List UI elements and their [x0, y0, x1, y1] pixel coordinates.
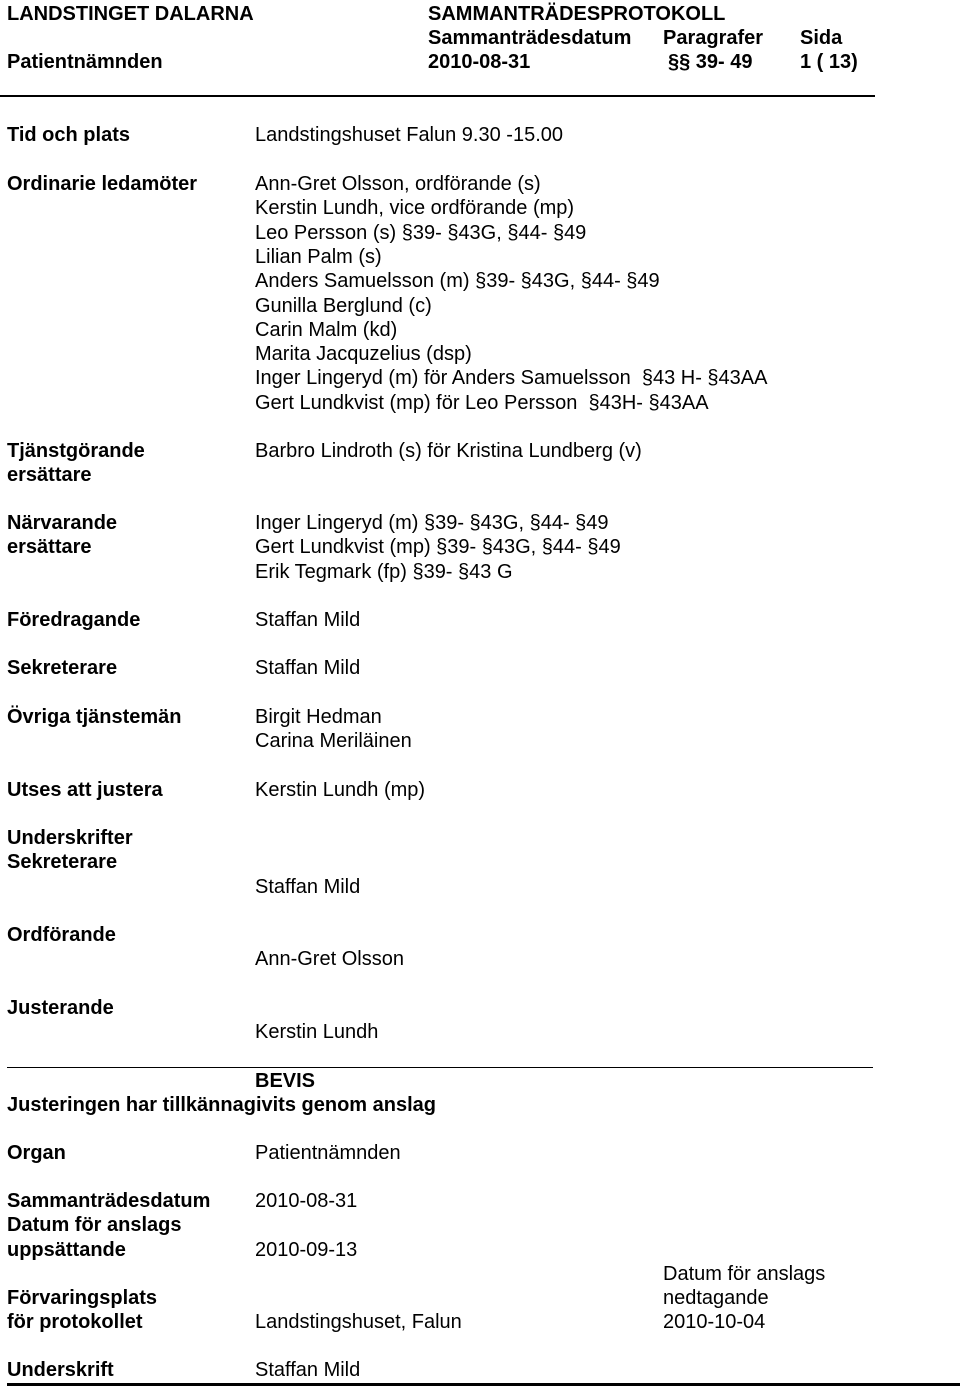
present-substitutes-label: ersättare	[7, 536, 92, 558]
presenter-label: Föredragande	[7, 609, 141, 631]
member-line: Gert Lundkvist (mp) för Leo Persson §43H- §43AA	[255, 392, 709, 414]
member-line: Anders Samuelsson (m) §39- §43G, §44- §49	[255, 270, 660, 292]
storage-value: Landstingshuset, Falun	[255, 1311, 462, 1333]
secretary-name: Staffan Mild	[255, 657, 361, 679]
signature-chair-label: Ordförande	[7, 924, 116, 946]
footer-divider	[7, 1383, 960, 1386]
members-label: Ordinarie ledamöter	[7, 173, 198, 195]
meeting-date-label: Sammanträdesdatum	[7, 1190, 211, 1212]
official-name: Carina Meriläinen	[255, 730, 412, 752]
acting-substitute-line: Barbro Lindroth (s) för Kristina Lundberg (v)	[255, 440, 642, 462]
signature-adjuster-label: Justerande	[7, 997, 114, 1019]
signatures-heading: Underskrifter	[7, 827, 133, 849]
storage-label: för protokollet	[7, 1311, 143, 1333]
posted-date-label: Datum för anslags	[7, 1214, 182, 1236]
storage-label: Förvaringsplats	[7, 1287, 158, 1309]
header-page-number: 1 ( 13)	[800, 51, 858, 73]
adjuster-name: Kerstin Lundh (mp)	[255, 779, 426, 801]
removed-date-label: Datum för anslags	[663, 1263, 826, 1285]
signature-value: Staffan Mild	[255, 1359, 361, 1381]
member-line: Ann-Gret Olsson, ordförande (s)	[255, 173, 541, 195]
member-line: Kerstin Lundh, vice ordförande (mp)	[255, 197, 575, 219]
member-line: Carin Malm (kd)	[255, 319, 398, 341]
presenter-name: Staffan Mild	[255, 609, 361, 631]
secretary-label: Sekreterare	[7, 657, 118, 679]
signature-label: Underskrift	[7, 1359, 114, 1381]
meeting-date-value: 2010-08-31	[255, 1190, 358, 1212]
signature-secretary-label: Sekreterare	[7, 851, 118, 873]
time-place-value: Landstingshuset Falun 9.30 -15.00	[255, 124, 563, 146]
posted-date-label: uppsättande	[7, 1239, 126, 1261]
header-date-label: Sammanträdesdatum	[428, 27, 632, 49]
certificate-statement: Justeringen har tillkännagivits genom anslag	[7, 1094, 436, 1116]
signature-adjuster-name: Kerstin Lundh	[255, 1021, 379, 1043]
acting-substitutes-label: Tjänstgörande	[7, 440, 145, 462]
header-divider	[0, 95, 875, 97]
member-line: Gunilla Berglund (c)	[255, 295, 432, 317]
certificate-title: BEVIS	[255, 1070, 316, 1092]
member-line: Lilian Palm (s)	[255, 246, 382, 268]
member-line: Inger Lingeryd (m) för Anders Samuelsson §43 H- §43AA	[255, 367, 768, 389]
present-substitute-line: Gert Lundkvist (mp) §39- §43G, §44- §49	[255, 536, 621, 558]
signature-secretary-name: Staffan Mild	[255, 876, 361, 898]
document-type: SAMMANTRÄDESPROTOKOLL	[428, 3, 726, 25]
header-page-label: Sida	[800, 27, 843, 49]
header-paragraphs: §§ 39- 49	[668, 51, 753, 73]
time-place-label: Tid och plats	[7, 124, 130, 146]
removed-date-label: nedtagande	[663, 1287, 769, 1309]
header-date: 2010-08-31	[428, 51, 531, 73]
organ-label: Organ	[7, 1142, 66, 1164]
present-substitute-line: Inger Lingeryd (m) §39- §43G, §44- §49	[255, 512, 609, 534]
removed-date-value: 2010-10-04	[663, 1311, 766, 1333]
present-substitute-line: Erik Tegmark (fp) §39- §43 G	[255, 561, 513, 583]
member-line: Marita Jacquzelius (dsp)	[255, 343, 472, 365]
header-paragraphs-label: Paragrafer	[663, 27, 764, 49]
organ-value: Patientnämnden	[255, 1142, 401, 1164]
officials-label: Övriga tjänstemän	[7, 706, 182, 728]
present-substitutes-label: Närvarande	[7, 512, 118, 534]
certificate-divider	[7, 1067, 873, 1068]
member-line: Leo Persson (s) §39- §43G, §44- §49	[255, 222, 587, 244]
posted-date-value: 2010-09-13	[255, 1239, 358, 1261]
committee-name: Patientnämnden	[7, 51, 163, 73]
signature-chair-name: Ann-Gret Olsson	[255, 948, 404, 970]
official-name: Birgit Hedman	[255, 706, 382, 728]
organization-name: LANDSTINGET DALARNA	[7, 3, 254, 25]
acting-substitutes-label: ersättare	[7, 464, 92, 486]
adjuster-label: Utses att justera	[7, 779, 163, 801]
